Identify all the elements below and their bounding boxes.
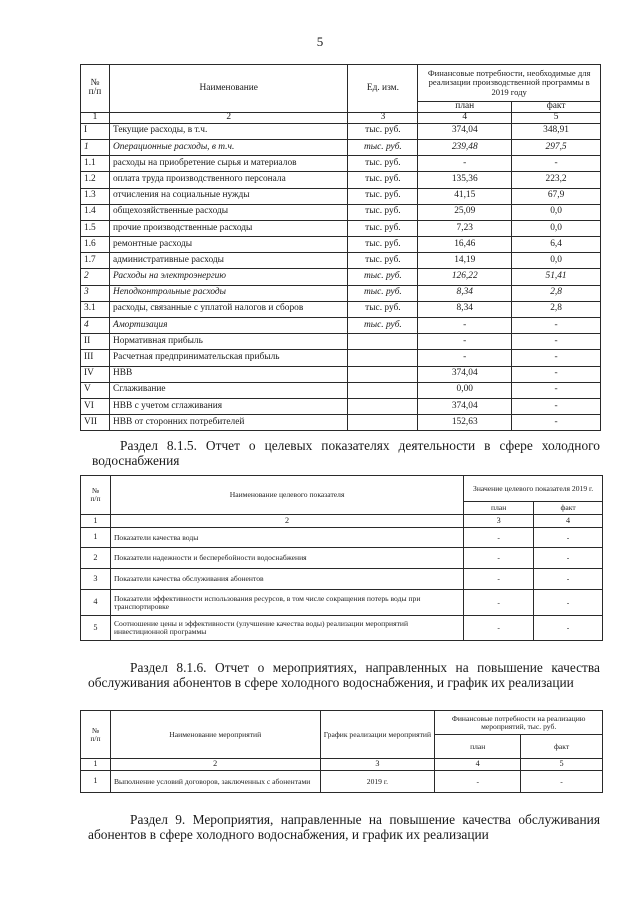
row-fact: -	[534, 590, 603, 616]
row-fact: 6,4	[512, 237, 601, 253]
table-row	[81, 334, 601, 350]
row-fact: 0,0	[512, 220, 601, 236]
col-header-unit: Ед. изм.	[348, 65, 418, 113]
row-plan: 374,04	[418, 366, 512, 382]
section-8-1-5-heading: Раздел 8.1.5. Отчет о целевых показателях деятельности в сфере холодного водоснабжения	[92, 438, 600, 469]
row-plan: 0,00	[418, 382, 512, 398]
row-unit: тыс. руб.	[348, 253, 418, 269]
row-name: Расходы на электроэнергию	[109, 269, 348, 285]
row-name: Выполнение условий договоров, заключенных с абонентами	[110, 771, 320, 793]
row-name: Текущие расходы, в т.ч.	[109, 123, 348, 139]
col-header-name: Наименование целевого показателя	[110, 476, 463, 515]
col-number: 4	[534, 515, 603, 528]
table-row	[81, 285, 601, 301]
col-number: 3	[348, 112, 418, 123]
table-row	[81, 771, 603, 793]
col-number: 3	[464, 515, 534, 528]
col-header-number: № п/п	[81, 476, 111, 515]
row-fact: -	[534, 569, 603, 590]
row-number: 1.3	[81, 188, 110, 204]
row-fact: -	[512, 415, 601, 431]
row-number: II	[81, 334, 110, 350]
col-number: 4	[435, 759, 521, 771]
row-number: V	[81, 382, 110, 398]
row-number: 2	[81, 548, 111, 569]
row-unit: тыс. руб.	[348, 204, 418, 220]
row-plan: -	[418, 156, 512, 172]
section-9-heading: Раздел 9. Мероприятия, направленные на повышение качества обслуживания абонентов в сфере холодного водоснабжения, и график их реализации	[88, 812, 600, 843]
row-number: 1.6	[81, 237, 110, 253]
target-indicators-table	[80, 475, 603, 641]
col-header-name: Наименование мероприятий	[110, 711, 320, 759]
row-name: расходы на приобретение сырья и материалов	[109, 156, 348, 172]
section-8-1-6-heading: Раздел 8.1.6. Отчет о мероприятиях, направленных на повышение качества обслуживания абонентов в сфере холодного водоснабжения, и график их реализации	[88, 660, 600, 691]
row-number: 5	[81, 616, 111, 641]
row-name: административные расходы	[109, 253, 348, 269]
row-unit: тыс. руб.	[348, 301, 418, 317]
row-plan: -	[418, 350, 512, 366]
col-header-number: № п/п	[81, 65, 110, 113]
row-unit: тыс. руб.	[348, 172, 418, 188]
col-number: 2	[110, 515, 463, 528]
col-number: 1	[81, 112, 110, 123]
table-row	[81, 301, 601, 317]
col-number: 1	[81, 759, 111, 771]
row-plan: 374,04	[418, 123, 512, 139]
table-row	[81, 237, 601, 253]
row-plan: 7,23	[418, 220, 512, 236]
row-number: VII	[81, 415, 110, 431]
table-row	[81, 269, 601, 285]
row-number: 1	[81, 528, 111, 548]
row-unit: тыс. руб.	[348, 318, 418, 334]
col-number: 2	[109, 112, 348, 123]
col-header-finance: Финансовые потребности на реализацию мероприятий, тыс. руб.	[435, 711, 603, 735]
row-name: НВВ от сторонних потребителей	[109, 415, 348, 431]
row-fact: 0,0	[512, 253, 601, 269]
col-header-fact: факт	[521, 735, 603, 759]
row-number: 3.1	[81, 301, 110, 317]
col-number: 3	[320, 759, 435, 771]
row-fact: -	[512, 334, 601, 350]
row-fact: -	[512, 156, 601, 172]
row-number: III	[81, 350, 110, 366]
col-header-finance: Финансовые потребности, необходимые для реализации производственной программы в 2019 году	[418, 65, 601, 102]
row-plan: -	[464, 590, 534, 616]
row-fact: -	[512, 382, 601, 398]
row-name: прочие производственные расходы	[109, 220, 348, 236]
table-row	[81, 220, 601, 236]
row-plan: -	[418, 334, 512, 350]
row-unit	[348, 366, 418, 382]
row-number: 1	[81, 771, 111, 793]
row-name: Соотношение цены и эффективности (улучшение качества воды) реализации мероприятий инвестиционной программы	[110, 616, 463, 641]
row-name: Показатели качества обслуживания абонентов	[110, 569, 463, 590]
row-plan: -	[435, 771, 521, 793]
row-fact: -	[534, 548, 603, 569]
col-header-value: Значение целевого показателя 2019 г.	[464, 476, 603, 502]
row-fact: -	[534, 616, 603, 641]
row-name: Неподконтрольные расходы	[109, 285, 348, 301]
row-plan: 14,19	[418, 253, 512, 269]
row-fact: -	[521, 771, 603, 793]
col-header-fact: факт	[512, 102, 601, 113]
table-row	[81, 569, 603, 590]
row-fact: 0,0	[512, 204, 601, 220]
col-number: 4	[418, 112, 512, 123]
col-header-name: Наименование	[109, 65, 348, 113]
col-header-schedule: График реализации мероприятий	[320, 711, 435, 759]
row-number: I	[81, 123, 110, 139]
table-row	[81, 616, 603, 641]
row-plan: 41,15	[418, 188, 512, 204]
table-row	[81, 172, 601, 188]
row-name: ремонтные расходы	[109, 237, 348, 253]
row-unit: тыс. руб.	[348, 156, 418, 172]
row-name: расходы, связанные с уплатой налогов и сборов	[109, 301, 348, 317]
row-name: Операционные расходы, в т.ч.	[109, 139, 348, 155]
row-number: 4	[81, 318, 110, 334]
row-unit: тыс. руб.	[348, 285, 418, 301]
row-plan: -	[464, 616, 534, 641]
row-number: 1.4	[81, 204, 110, 220]
row-unit	[348, 382, 418, 398]
row-fact: -	[534, 528, 603, 548]
row-plan: 239,48	[418, 139, 512, 155]
row-name: Нормативная прибыль	[109, 334, 348, 350]
row-plan: 8,34	[418, 301, 512, 317]
table-row	[81, 366, 601, 382]
table-row	[81, 398, 601, 414]
table-row	[81, 528, 603, 548]
page-number: 5	[316, 34, 324, 49]
table-row	[81, 382, 601, 398]
table-row	[81, 548, 603, 569]
table-row	[81, 123, 601, 139]
row-fact: 67,9	[512, 188, 601, 204]
row-unit	[348, 350, 418, 366]
row-plan: 374,04	[418, 398, 512, 414]
row-name: НВВ с учетом сглаживания	[109, 398, 348, 414]
row-fact: 348,91	[512, 123, 601, 139]
row-number: 3	[81, 569, 111, 590]
col-header-number: № п/п	[81, 711, 111, 759]
table-row	[81, 590, 603, 616]
row-name: НВВ	[109, 366, 348, 382]
row-unit: тыс. руб.	[348, 123, 418, 139]
row-fact: -	[512, 366, 601, 382]
row-unit: тыс. руб.	[348, 188, 418, 204]
row-unit	[348, 415, 418, 431]
row-number: IV	[81, 366, 110, 382]
row-plan: 126,22	[418, 269, 512, 285]
row-fact: 297,5	[512, 139, 601, 155]
row-unit	[348, 398, 418, 414]
row-unit: тыс. руб.	[348, 237, 418, 253]
row-fact: 2,8	[512, 301, 601, 317]
col-number: 2	[110, 759, 320, 771]
row-plan: 16,46	[418, 237, 512, 253]
row-number: 1.2	[81, 172, 110, 188]
row-plan: -	[464, 548, 534, 569]
row-name: оплата труда производственного персонала	[109, 172, 348, 188]
row-fact: -	[512, 350, 601, 366]
row-number: 1.1	[81, 156, 110, 172]
col-number: 5	[521, 759, 603, 771]
row-number: 4	[81, 590, 111, 616]
row-fact: 51,41	[512, 269, 601, 285]
table-row	[81, 204, 601, 220]
row-number: 3	[81, 285, 110, 301]
col-header-plan: план	[435, 735, 521, 759]
col-number: 1	[81, 515, 111, 528]
col-header-plan: план	[464, 502, 534, 515]
row-unit: тыс. руб.	[348, 269, 418, 285]
col-header-fact: факт	[534, 502, 603, 515]
row-name: Амортизация	[109, 318, 348, 334]
row-plan: 152,63	[418, 415, 512, 431]
row-plan: -	[418, 318, 512, 334]
row-unit: тыс. руб.	[348, 139, 418, 155]
row-number: 1.5	[81, 220, 110, 236]
row-plan: -	[464, 569, 534, 590]
row-name: отчисления на социальные нужды	[109, 188, 348, 204]
row-fact: 223,2	[512, 172, 601, 188]
row-name: Показатели качества воды	[110, 528, 463, 548]
row-plan: 25,09	[418, 204, 512, 220]
row-number: 2	[81, 269, 110, 285]
table-row	[81, 139, 601, 155]
row-plan: 8,34	[418, 285, 512, 301]
table-row	[81, 350, 601, 366]
row-schedule: 2019 г.	[320, 771, 435, 793]
row-fact: -	[512, 398, 601, 414]
row-name: Показатели эффективности использования ресурсов, в том числе сокращения потерь воды при транспортировке	[110, 590, 463, 616]
row-unit	[348, 334, 418, 350]
table-row	[81, 156, 601, 172]
row-fact: 2,8	[512, 285, 601, 301]
row-plan: -	[464, 528, 534, 548]
row-unit: тыс. руб.	[348, 220, 418, 236]
row-number: VI	[81, 398, 110, 414]
row-name: общехозяйственные расходы	[109, 204, 348, 220]
row-number: 1	[81, 139, 110, 155]
table-row	[81, 253, 601, 269]
row-fact: -	[512, 318, 601, 334]
col-number: 5	[512, 112, 601, 123]
row-name: Сглаживание	[109, 382, 348, 398]
measures-table	[80, 710, 603, 793]
table-row	[81, 318, 601, 334]
row-plan: 135,36	[418, 172, 512, 188]
financial-needs-table	[80, 64, 601, 431]
row-name: Показатели надежности и бесперебойности водоснабжения	[110, 548, 463, 569]
row-number: 1.7	[81, 253, 110, 269]
col-header-plan: план	[418, 102, 512, 113]
row-name: Расчетная предпринимательская прибыль	[109, 350, 348, 366]
table-row	[81, 415, 601, 431]
table-row	[81, 188, 601, 204]
